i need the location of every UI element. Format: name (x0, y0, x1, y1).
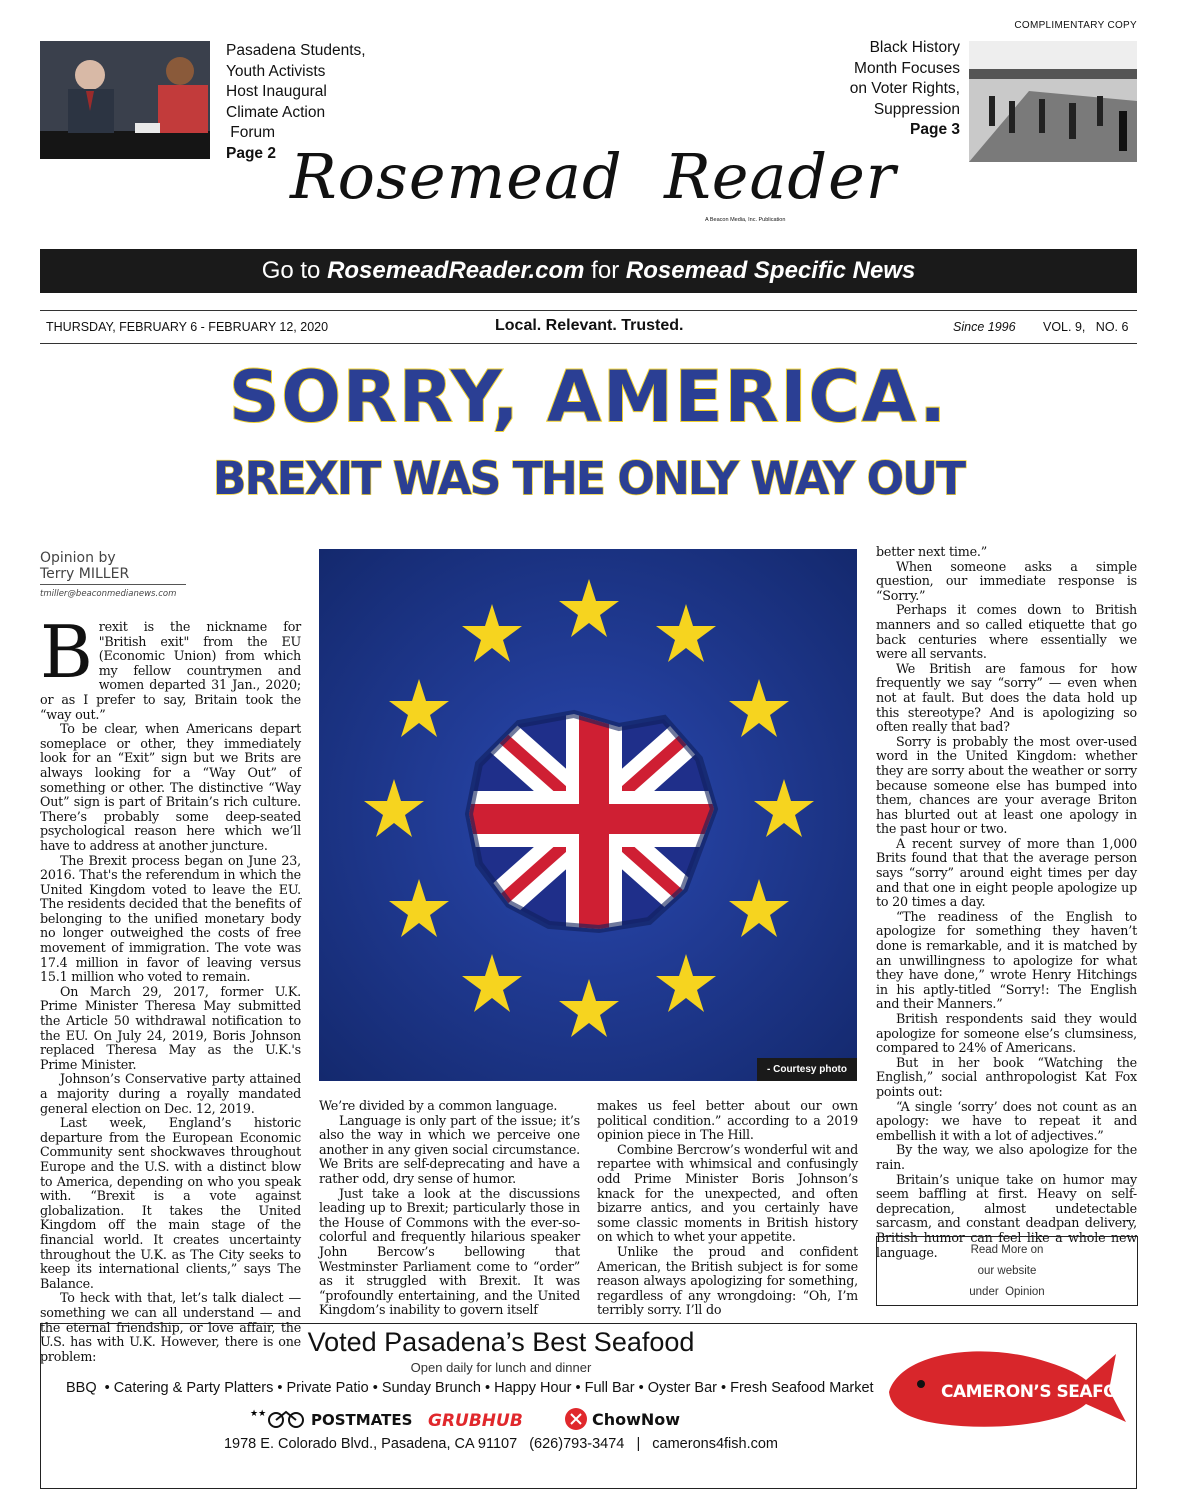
ad-hours: Open daily for lunch and dinner (410, 1360, 592, 1375)
ad-address: 1978 E. Colorado Blvd., Pasadena, CA 91107 (626)793-3474 | camerons4fish.com (223, 1436, 779, 1452)
grubhub-logo: GRUBHUB (428, 1411, 523, 1431)
article-paragraph: Perhaps it comes down to British manners and so called etiquette that go back centuries where essentially we were all servants. (876, 602, 1137, 662)
byline-label: Opinion by (40, 550, 116, 566)
article-paragraph: “A single ‘sorry’ does not count as an apology: we have to repeat it and embellish it with a lot of adjectives.” (876, 1098, 1137, 1143)
banner-middle: for (584, 257, 626, 284)
author-email[interactable]: tmiller@beaconmedianews.com (40, 589, 177, 599)
paper-motto: Local. Relevant. Trusted. (495, 317, 684, 334)
banner-site-link[interactable]: RosemeadReader.com (327, 257, 585, 284)
teaser-black-history[interactable] (820, 38, 960, 141)
article-paragraph: By the way, we also apologize for the rain. (876, 1142, 1137, 1172)
ad-brand: CAMERON’S SEAFOOD (941, 1382, 1131, 1402)
ad-title: Voted Pasadena’s Best Seafood (307, 1327, 695, 1357)
teaser-line: Climate Action (226, 103, 326, 121)
teaser-line: Black History (869, 39, 960, 56)
article-paragraph: Unlike the proud and confident American, the British subject is for some reason always apologizing for something, regardless of any wrongdoing: “Oh, I’m terribly sorry. I’ll do (597, 1243, 858, 1318)
article-paragraph: A recent survey of more than 1,000 Brits found that that the average person says “sorry” around eight times per day and that one in eight people apologize up to 20 times a day. (876, 835, 1137, 910)
forum-photo (40, 41, 210, 159)
article-paragraph: We’re divided by a common language. (319, 1098, 558, 1113)
headline: SORRY, AMERICA. (229, 356, 948, 438)
article-paragraph: We British are famous for how frequently we say “sorry” — even when not at fault. But does the data hold up this stereotype? And is apologizing so often really that bad? (876, 660, 1137, 735)
article-paragraph: makes us feel better about our own political condition.” according to a 2019 opinion piece in The Hill. (597, 1098, 858, 1143)
article-paragraph: better next time.” (876, 544, 988, 559)
website-banner[interactable] (40, 249, 1137, 293)
read-more-line: under Opinion (969, 1286, 1045, 1298)
postmates-logo: POSTMATES (311, 1411, 413, 1429)
article-paragraph: Britain’s unique take on humor may seem baffling at first. Heavy on self-deprecation, almost undetectable sarcasm, and constant deadpan delivery, British humor can feel like a whole new language. (876, 1171, 1137, 1260)
chownow-icon (565, 1408, 587, 1430)
article-paragraph: The Brexit process began on June 23, 2016. That's the referendum in which the United Kingdom voted to leave the EU. The residents decided that the benefits of belonging to the unified monetary body no longer outweighed the costs of free movement of immigration. The vote was 17.4 million in favor of leaving versus 15.1 million who voted to remain. (40, 852, 301, 985)
article-paragraph: Just take a look at the discussions leading up to Brexit; particularly those in the House of Commons with the ever-so-colorful and frequently hilarious speaker John Bercow’s bellowing that Westminster Parliament come to “order” as it struggled with Brexit. It was “profoundly entertaining, and the United Kingdom’s inability to govern itself (319, 1185, 580, 1318)
complimentary-copy: COMPLIMENTARY COPY (1014, 20, 1137, 31)
article-column-3 (319, 1099, 580, 1318)
article-paragraph: Last week, England’s historic departure from the European Economic Community sent shockwaves throughout Europe and the U.S. with a distinct blow to America, depending on who you speak with. “Brexit is a vote against globalization. It takes the United Kingdom off the main stage of the financial world. It creates uncertainty throughout the U.K. as The City seeks to keep its international clients,” says The Balance. (40, 1115, 301, 1291)
teaser-line: Suppression (873, 100, 960, 118)
article-paragraph: Language is only part of the issue; it’s also the way in which we perceive one another in any given social circumstance. We Brits are self-deprecating and have a rather odd, dry sense of humor. (319, 1112, 580, 1186)
article-paragraph: When someone asks a simple question, our immediate response is “Sorry.” (876, 558, 1137, 603)
article-paragraph: To heck with that, let’s talk dialect — something we can all understand — and the eternal friendship, or love affair, the U.S. has with U.K. However, there is one problem: (40, 1290, 301, 1364)
issue-date: THURSDAY, FEBRUARY 6 - FEBRUARY 12, 2020 (46, 320, 329, 334)
banner-topic: Rosemead Specific News (625, 257, 916, 284)
teaser-page-ref: Page 2 (226, 144, 276, 162)
since-year: Since 1996 (953, 320, 1016, 334)
delivery-partners (246, 1404, 806, 1434)
article-paragraph: Combine Bercrow’s wonderful wit and repartee with whimsical and confusingly odd Prime Minister Boris Johnson’s knack for the unexpected, and often bizarre antics, and you certainly have some classic moments in British history on which to whet your appetite. (597, 1141, 858, 1245)
banner-prefix: Go to (261, 257, 328, 284)
eu-flag-photo (319, 549, 857, 1081)
chownow-logo: ChowNow (592, 1410, 681, 1429)
article-paragraph: Brexit is the nickname for "British exit" from the EU (Economic Union) from which my fellow countrymen and women departed 31 Jan., 2020; or as I prefer to say, Britain took the “way out.” (40, 610, 301, 722)
article-column-5 (876, 545, 1137, 1260)
article-column-4 (597, 1099, 858, 1318)
teaser-page-ref: Page 3 (910, 121, 960, 138)
article-paragraph: But in her book “Watching the English,” social anthropologist Kat Fox points out: (876, 1054, 1137, 1099)
camerons-fish-logo (881, 1332, 1131, 1442)
article-paragraph: On March 29, 2017, former U.K. Prime Minister Theresa May submitted the Article 50 withdrawal notification to the EU. On July 24, 2019, Boris Johnson replaced Theresa May as the U.K.'s Prime Minister. (40, 983, 301, 1072)
photo-credit: - Courtesy photo (757, 1058, 857, 1081)
teaser-line: Forum (226, 124, 276, 141)
teaser-line: Pasadena Students, (226, 42, 366, 59)
article-paragraph: British respondents said they would apologize for someone else’s clumsiness, compared to 24% of Americans. (876, 1011, 1137, 1056)
march-photo (969, 41, 1137, 162)
postmates-icon (250, 1409, 303, 1427)
article-column-1 (40, 610, 301, 1364)
article-paragraph: To be clear, when Americans depart someplace or other, they immediately look for an “Exit” sign but we Brits are always looking for a “Way Out” of something or other. The distinctive “Way Out” sign is part of Britain’s rich culture. There’s probably some deep-seated psychological reason here which we’ll have to address at another juncture. (40, 721, 301, 853)
article-paragraph: Sorry is probably the most over-used word in the United Kingdom: whether they are sorry about the weather or sorry because someone else has bumped into them, chances are your average Briton has blurted out at least one apology in the past hour or two. (876, 733, 1137, 837)
subheadline: BREXIT WAS THE ONLY WAY OUT (212, 452, 965, 505)
dateline-bar (40, 310, 1137, 344)
article-paragraph: “The readiness of the English to apologize for something they haven’t done is remarkable, and it is matched by an unwillingness to apologize for what they have done,” wrote Henry Hitchings in his aptly-titled “Sorry!: The English and their Manners.” (876, 908, 1137, 1012)
read-more-line: our website (977, 1265, 1037, 1277)
masthead-publisher: A Beacon Media, Inc. Publication (705, 217, 786, 223)
byline (40, 550, 186, 599)
teaser-line: on Voter Rights, (849, 80, 960, 97)
teaser-line: Month Focuses (854, 59, 960, 77)
drop-cap: B (40, 610, 93, 694)
ad-services: BBQ • Catering & Party Platters • Private Patio • Sunday Brunch • Happy Hour • Full Bar • Oyster Bar • Fresh Seafood Market (66, 1380, 874, 1396)
teaser-line: Youth Activists (226, 62, 326, 80)
read-more-line: Read More on (970, 1244, 1044, 1256)
read-more-box[interactable] (876, 1236, 1138, 1306)
teaser-line: Host Inaugural (226, 83, 327, 100)
article-paragraph: Johnson’s Conservative party attained a majority during a royally mandated general election on Dec. 12, 2019. (40, 1071, 301, 1116)
byline-author: Terry MILLER (40, 566, 186, 585)
svg-text:★★: ★★ (250, 1409, 267, 1419)
camerons-seafood-ad[interactable] (40, 1323, 1137, 1489)
masthead-title: Rosemead Reader (290, 140, 897, 213)
volume-number: VOL. 9, NO. 6 (1043, 320, 1129, 334)
